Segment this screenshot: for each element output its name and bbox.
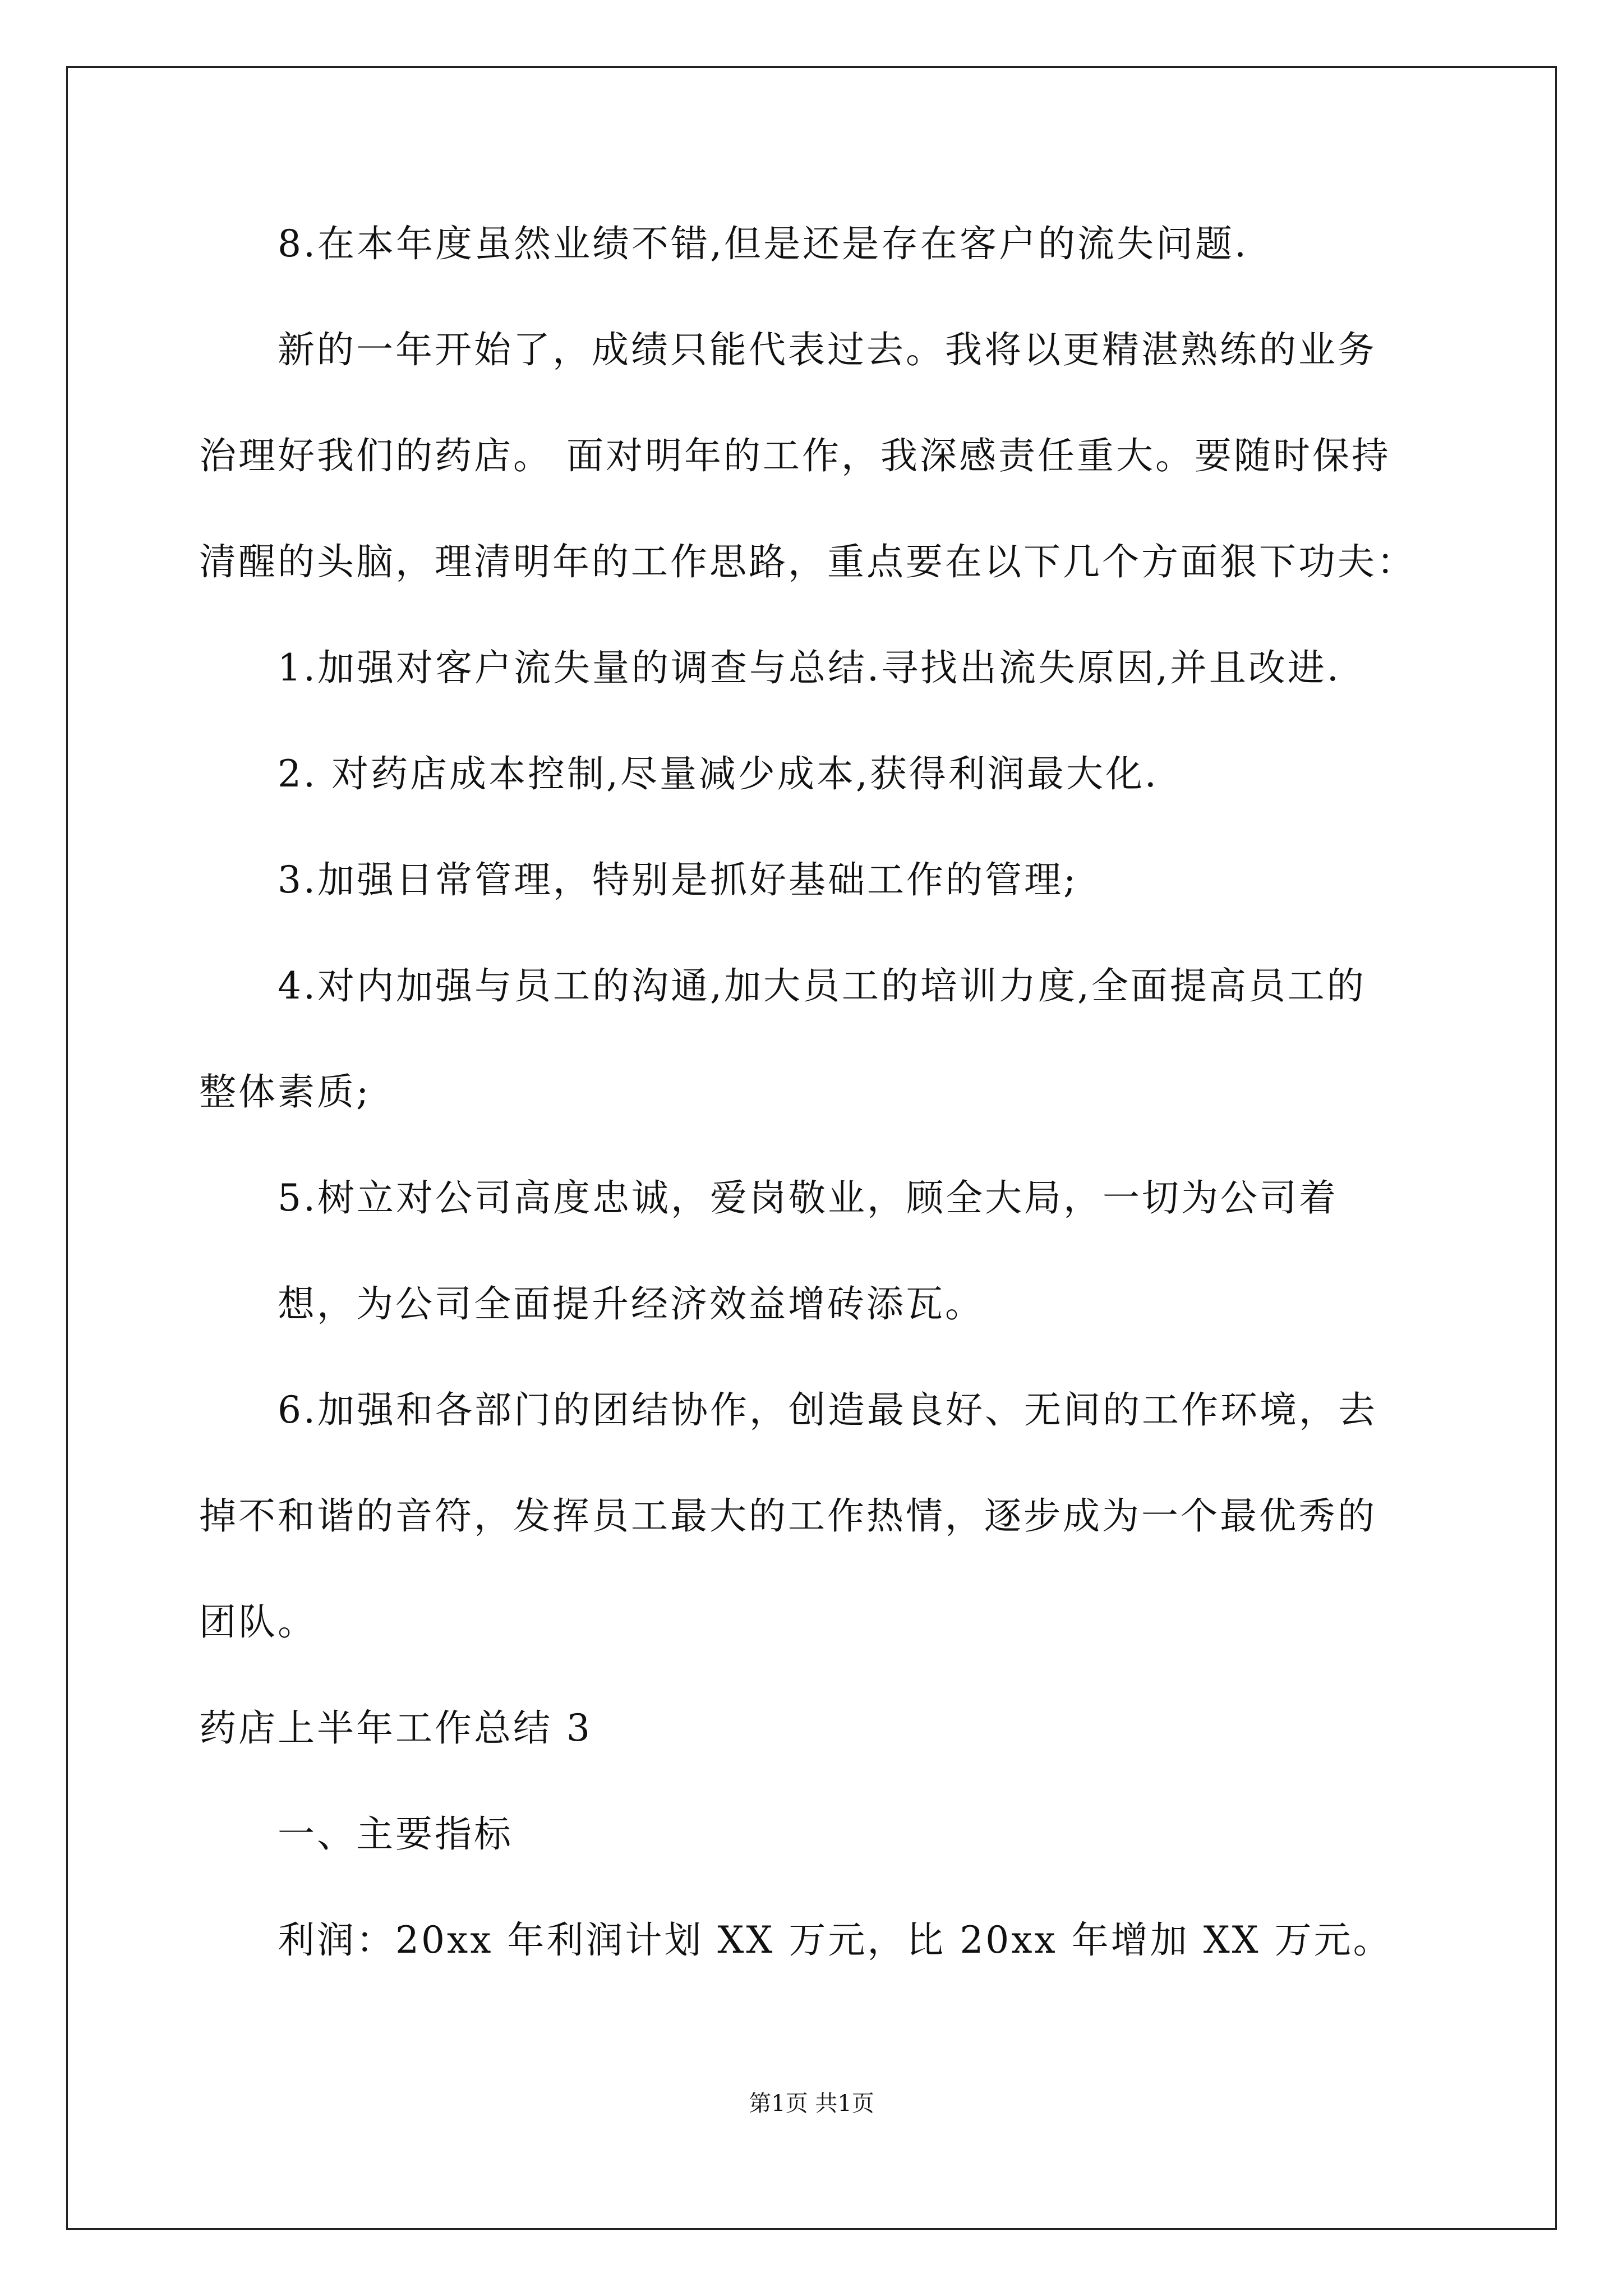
subsection-heading: 一、主要指标 [278, 1812, 513, 1856]
list-item-6-cont: 团队。 [199, 1600, 317, 1644]
list-item-2: 2. 对药店成本控制,尽量减少成本,获得利润最大化. [278, 752, 1159, 795]
list-item-5: 5.树立对公司高度忠诚，爱岗敬业，顾全大局，一切为公司着 [278, 1176, 1338, 1220]
list-item-1: 1.加强对客户流失量的调查与总结.寻找出流失原因,并且改进. [278, 646, 1341, 689]
list-item-5-cont: 想，为公司全面提升经济效益增砖添瓦。 [278, 1282, 984, 1326]
list-item-6-cont: 掉不和谐的音符，发挥员工最大的工作热情，逐步成为一个最优秀的 [199, 1494, 1377, 1538]
page-border [66, 66, 1557, 2230]
list-item-3: 3.加强日常管理，特别是抓好基础工作的管理; [278, 858, 1078, 901]
paragraph-line: 新的一年开始了，成绩只能代表过去。我将以更精湛熟练的业务 [278, 328, 1377, 371]
paragraph-line: 清醒的头脑，理清明年的工作思路，重点要在以下几个方面狠下功夫： [199, 540, 1416, 583]
section-title: 药店上半年工作总结 3 [199, 1706, 592, 1750]
paragraph-line: 利润：20xx 年利润计划 XX 万元，比 20xx 年增加 XX 万元。 [278, 1918, 1393, 1962]
list-item-4: 4.对内加强与员工的沟通,加大员工的培训力度,全面提高员工的 [278, 964, 1366, 1007]
page-footer: 第1页 共1页 [749, 2091, 874, 2116]
list-item-8: 8.在本年度虽然业绩不错,但是还是存在客户的流失问题. [278, 222, 1248, 265]
paragraph-line: 治理好我们的药店。 面对明年的工作，我深感责任重大。要随时保持 [199, 434, 1391, 477]
list-item-4-cont: 整体素质; [199, 1070, 371, 1114]
list-item-6: 6.加强和各部门的团结协作，创造最良好、无间的工作环境，去 [278, 1388, 1377, 1432]
